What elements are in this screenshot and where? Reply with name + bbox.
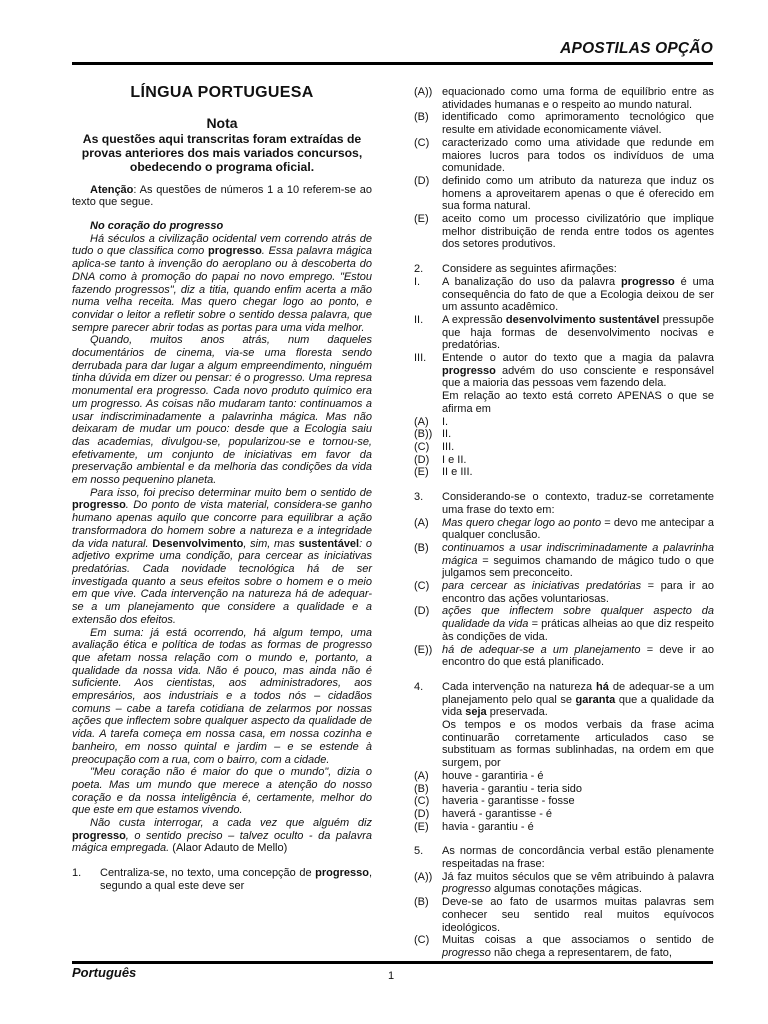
- question-3-options: [414, 517, 714, 669]
- option-e[interactable]: [414, 821, 714, 834]
- question-5: [414, 845, 714, 870]
- option-d[interactable]: [414, 454, 714, 467]
- option-text: [442, 934, 714, 959]
- option-text: haverá - garantisse - é: [442, 807, 553, 820]
- question-2: [414, 263, 714, 276]
- option-text: definido como um atributo da natureza que induz os homens a aproveitarem apenas o que é oferecido em sua forma natural.: [442, 174, 714, 213]
- reading-author: (Alaor Adauto de Mello): [172, 842, 288, 855]
- option-label: (D): [414, 453, 430, 466]
- q1-stem-bold: progresso: [315, 867, 369, 880]
- statement-text: [442, 276, 714, 314]
- option-text: [442, 542, 714, 580]
- q1-stem-rest: , segundo a qual este deve ser: [100, 867, 372, 892]
- question-stem: Considere as seguintes afirmações:: [442, 263, 617, 276]
- question-number: 4.: [414, 680, 424, 693]
- question-4-options: [414, 770, 714, 834]
- reading-title: No coração do progresso: [90, 220, 224, 233]
- s2-bold: desenvolvimento sustentável: [505, 313, 660, 326]
- p6-text: Não custa interrogar, a cada vez que alguém diz: [90, 817, 372, 830]
- option-a[interactable]: [414, 770, 714, 783]
- option-b[interactable]: [414, 896, 714, 934]
- option-e[interactable]: [414, 644, 714, 669]
- option-label: (E): [414, 820, 429, 833]
- option-label: (E): [414, 213, 429, 226]
- option-c[interactable]: [414, 441, 714, 454]
- q4-text-2: de adequar-se a um planejamento pelo qual se: [442, 680, 715, 706]
- option-text: equacionado como uma forma de equilíbrio entre as atividades humanas e o respeito ao mundo natural.: [442, 86, 714, 111]
- option-label: (C): [414, 795, 430, 808]
- option-label: (A)): [414, 870, 433, 883]
- option-b[interactable]: [414, 111, 714, 136]
- option-a[interactable]: [414, 86, 714, 111]
- statement-label: III.: [414, 352, 427, 365]
- question-stem: [442, 681, 714, 770]
- option-label: (B): [414, 541, 429, 554]
- question-stem: Considerando-se o contexto, traduz-se corretamente uma frase do texto em:: [442, 491, 714, 516]
- q1-stem-text: Centraliza-se, no texto, uma concepção de: [100, 867, 316, 880]
- attention-text: : As questões de números 1 a 10 referem-se ao texto que segue.: [72, 183, 372, 209]
- statement-2: [414, 314, 714, 352]
- p1-text: Há séculos a civilização ocidental vem correndo atrás de tudo o que classifica como: [72, 232, 372, 258]
- option-text: caracterizado como uma atividade que redunde em maiores lucros para todos os indivíduos de uma comunidade.: [442, 136, 714, 175]
- question-2-options: [414, 416, 714, 480]
- p6-bold: progresso: [72, 829, 126, 842]
- statement-text: [442, 352, 714, 416]
- option-quote: continuamos a usar indiscriminadamente a palavrinha mágica: [442, 541, 714, 567]
- question-4: [414, 681, 714, 770]
- q2-prompt: Em relação ao texto está correto APENAS o que se afirma em: [442, 390, 714, 415]
- option-text: aceito como um processo civilizatório que implique melhor distribuição de renda entre todos os agentes dos setores produtivos.: [442, 213, 714, 251]
- option-e[interactable]: [414, 466, 714, 479]
- p3-text-4: : o adjetivo exprime uma condição, para cercear as iniciativas predatórias. Cada novidade tecnológica há de ser investigada quanto a seus efeitos sobre o homem e o meio em que vive. Cada intervenção na natureza há de adequar-se a um planejamento que considere a qualidade e a extensão dos efeitos.: [72, 537, 373, 626]
- p3-bold-2: Desenvolvimento: [152, 537, 244, 550]
- option-quote: para cercear as iniciativas predatórias: [442, 580, 642, 593]
- reading-paragraph-2: Quando, muitos anos atrás, num daqueles documentários de cinema, via-se uma floresta sendo derrubada para dar lugar a algum empreendimento, ninguém tinha dúvida em dizer ou pensar: é o progresso. Uma represa monumental era progresso. Cada novo produto químico era um progresso. As coisas não mudaram tanto: continuamos a usar indiscriminadamente a palavrinha mágica. Mas não deixaram de mudar um pouco: desde que a Ecologia saiu das academias, divulgou-se, popularizou-se e tornou-se, efetivamente, um conjunto de iniciativas em favor da preservação ambiental e da melhoria das condições da vida em nosso pequenino planeta.: [72, 334, 372, 487]
- option-b[interactable]: [414, 542, 714, 580]
- note-title: Nota: [206, 115, 238, 131]
- option-label: (A): [414, 415, 429, 428]
- option-text: Deve-se ao fato de usarmos muitas palavras sem conhecer seu sentido real muitos equívocos ideológicos.: [442, 896, 714, 934]
- option-text: identificado como aprimoramento tecnológico que resulte em atividade economicamente viável.: [442, 111, 714, 137]
- question-1-options: [414, 86, 714, 251]
- option-d[interactable]: [414, 175, 714, 213]
- option-text: I e II.: [442, 453, 467, 466]
- q5a-rest: algumas conotações mágicas.: [490, 883, 642, 896]
- statement-label: II.: [414, 313, 424, 326]
- option-text: houve - garantiria - é: [442, 769, 544, 782]
- option-c[interactable]: [414, 580, 714, 605]
- question-number: 3.: [414, 491, 424, 504]
- option-label: (B): [414, 896, 429, 909]
- reading-text: [72, 220, 372, 855]
- reading-paragraph-3: [72, 487, 372, 627]
- option-label: (B): [414, 111, 429, 124]
- option-text: [442, 580, 714, 605]
- option-meaning: = seguimos chamando de mágico tudo o que julgamos sem preconceito.: [442, 554, 714, 580]
- question-number: 5.: [414, 845, 424, 858]
- statement-1: [414, 276, 714, 314]
- s2-rest: pressupõe que haja formas de desenvolvimento nocivas e predatórias.: [442, 313, 714, 352]
- question-number: 1.: [72, 867, 82, 880]
- q5c-text: Muitas coisas a que associamos o sentido de: [442, 934, 714, 947]
- q4-text-4: preservada.: [486, 706, 548, 719]
- option-text: [442, 644, 714, 669]
- option-text: II.: [442, 428, 452, 441]
- option-text: II e III.: [442, 466, 473, 479]
- option-d[interactable]: [414, 605, 714, 643]
- q4-prompt: Os tempos e os modos verbais da frase acima continuarão corretamente articulados caso se substituam as formas sublinhadas, na ordem em que surgem, por: [442, 719, 714, 770]
- attention-label: Atenção: [90, 183, 134, 196]
- option-label: (D): [414, 807, 430, 820]
- s1-text: A banalização do uso da palavra: [442, 275, 621, 288]
- reading-paragraph-5: "Meu coração não é maior do que o mundo", dizia o poeta. Mas um mundo que merece a atenção do nosso coração e da nossa inteligência é, certamente, melhor do que este em que estamos vivendo.: [72, 766, 372, 817]
- p3-text-2: . Do ponto de vista material, considera-se ganho humano apenas aquilo que concorre para equilibrar a ação transformadora do homem sobre a natureza e a integridade da vida natural.: [72, 499, 372, 550]
- reading-paragraph-4: Em suma: já está ocorrendo, há algum tempo, uma avaliação ética e política de todas as formas de progresso que afetam nossa relação com o mundo e, portanto, a qualidade da nossa vida. Não é pouco, mas ainda não é suficiente. Aos cientistas, aos administradores, aos empresários, aos industriais e a todos nós – cidadãos comuns – cabe a tarefa cotidiana de zelarmos por nossas ações que inflectem sobre qualquer aspecto da qualidade de vida. A tarefa começa em nossa casa, em nossa cozinha e banheiro, em nosso quintal e jardim – e se estende à preocupação com a rua, com o bairro, com a cidade.: [72, 626, 372, 766]
- option-a[interactable]: [414, 517, 714, 542]
- p1-rest: . Essa palavra mágica aplica-se tanto à invenção do aeroplano ou à descoberta do DNA como à promoção do papai no novo emprego. "Estou fazendo progressos", diz a titia, quando enfim acerta a mão numa velha receita. Mas quero chegar logo ao ponto, e convidar o leitor a refletir sobre o sentido dessa palavra, que sempre parecer abrir todas as portas para uma vida melhor.: [72, 245, 372, 334]
- s3-text: Entende o autor do texto que a magia da palavra: [442, 352, 714, 365]
- q5c-rest: não chega a representarem, de fato,: [490, 947, 672, 959]
- option-a[interactable]: [414, 871, 714, 896]
- option-meaning: = práticas alheias ao que diz respeito às condições de vida.: [442, 618, 714, 643]
- option-quote: há de adequar-se a um planejamento: [442, 643, 641, 656]
- option-e[interactable]: [414, 213, 714, 251]
- p6-text-2: , o sentido preciso – talvez oculto - da palavra mágica empregada.: [72, 829, 372, 855]
- question-1: [72, 867, 372, 892]
- option-text: [442, 605, 714, 643]
- p3-bold-3: sustentável: [298, 537, 360, 550]
- option-c[interactable]: [414, 137, 714, 175]
- header-rule: [72, 62, 713, 65]
- statement-text: [442, 314, 714, 352]
- option-label: (B): [414, 782, 429, 795]
- s3-rest: advém do uso consciente e responsável que a maioria das pessoas vem fazendo dela.: [442, 364, 714, 390]
- q4-bold-3: seja: [465, 706, 487, 719]
- option-quote: ações que inflectem sobre qualquer aspecto da qualidade da vida: [442, 605, 714, 631]
- s3-bold: progresso: [442, 364, 496, 377]
- q5c-italic: progresso: [442, 947, 491, 959]
- p1-bold: progresso: [208, 245, 262, 258]
- question-3: [414, 491, 714, 516]
- option-label: (A): [414, 769, 429, 782]
- option-label: (A): [414, 516, 429, 529]
- option-text: haveria - garantiu - teria sido: [442, 782, 583, 795]
- option-text: havia - garantiu - é: [442, 820, 534, 833]
- q4-bold: há: [596, 680, 609, 693]
- option-text: [442, 871, 714, 896]
- footer-subject: Português: [72, 965, 137, 980]
- reading-paragraph-6: [72, 817, 372, 855]
- option-quote: Mas quero chegar logo ao ponto: [442, 516, 602, 529]
- option-label: (C): [414, 136, 430, 149]
- question-number: 2.: [414, 263, 424, 276]
- option-label: (E)): [414, 643, 433, 656]
- option-label: (C): [414, 440, 430, 453]
- document-title: LÍNGUA PORTUGUESA: [130, 84, 314, 101]
- q5a-text: Já faz muitos séculos que se vêm atribuindo à palavra: [442, 870, 714, 883]
- option-b[interactable]: [414, 428, 714, 441]
- right-column: [414, 86, 714, 960]
- header-title: APOSTILAS OPÇÃO: [560, 40, 713, 57]
- q4-text: Cada intervenção na natureza: [442, 680, 597, 693]
- option-text: I.: [442, 415, 449, 428]
- option-meaning: = devo me antecipar a qualquer conclusão.: [442, 516, 714, 542]
- option-text: [442, 517, 714, 542]
- option-b[interactable]: [414, 783, 714, 796]
- statement-3: [414, 352, 714, 416]
- option-c[interactable]: [414, 795, 714, 808]
- s1-bold: progresso: [620, 275, 675, 288]
- option-label: (B)): [414, 428, 433, 441]
- option-label: (A)): [414, 86, 433, 98]
- option-meaning: = para ir ao encontro das ações voluntariosas.: [442, 580, 714, 605]
- option-label: (D): [414, 605, 430, 618]
- p3-text-3: , sim, mas: [243, 537, 299, 550]
- option-label: (D): [414, 174, 430, 187]
- option-text: III.: [442, 440, 455, 453]
- p3-bold: progresso: [72, 499, 126, 512]
- left-column: [72, 83, 372, 893]
- q4-bold-2: garanta: [575, 693, 616, 706]
- question-stem: As normas de concordância verbal estão plenamente respeitadas na frase:: [442, 845, 714, 871]
- option-label: (C): [414, 934, 430, 947]
- option-a[interactable]: [414, 416, 714, 429]
- statement-label: I.: [414, 275, 421, 288]
- q4-text-3: que a qualidade da vida: [442, 693, 714, 719]
- s1-rest: é uma consequência do fato de que a Ecologia deixou de ser um assunto acadêmico.: [442, 275, 714, 314]
- note-text: As questões aqui transcritas foram extraídas de provas anteriores dos mais variados concursos, obedecendo o programa oficial.: [81, 132, 363, 175]
- p3-text: Para isso, foi preciso determinar muito bem o sentido de: [90, 486, 372, 499]
- option-d[interactable]: [414, 808, 714, 821]
- option-meaning: = deve ir ao encontro do que está planificado.: [442, 643, 714, 669]
- attention-paragraph: [72, 184, 372, 209]
- option-label: (C): [414, 580, 430, 593]
- option-label: (E): [414, 466, 429, 479]
- footer-rule: [72, 961, 713, 964]
- s2-text: A expressão: [442, 313, 506, 326]
- option-c[interactable]: [414, 934, 714, 959]
- option-text: haveria - garantisse - fosse: [442, 795, 575, 808]
- q5a-italic: progresso: [442, 883, 491, 896]
- reading-paragraph-1: [72, 233, 372, 335]
- page-number: 1: [388, 970, 395, 982]
- question-stem: [100, 867, 372, 892]
